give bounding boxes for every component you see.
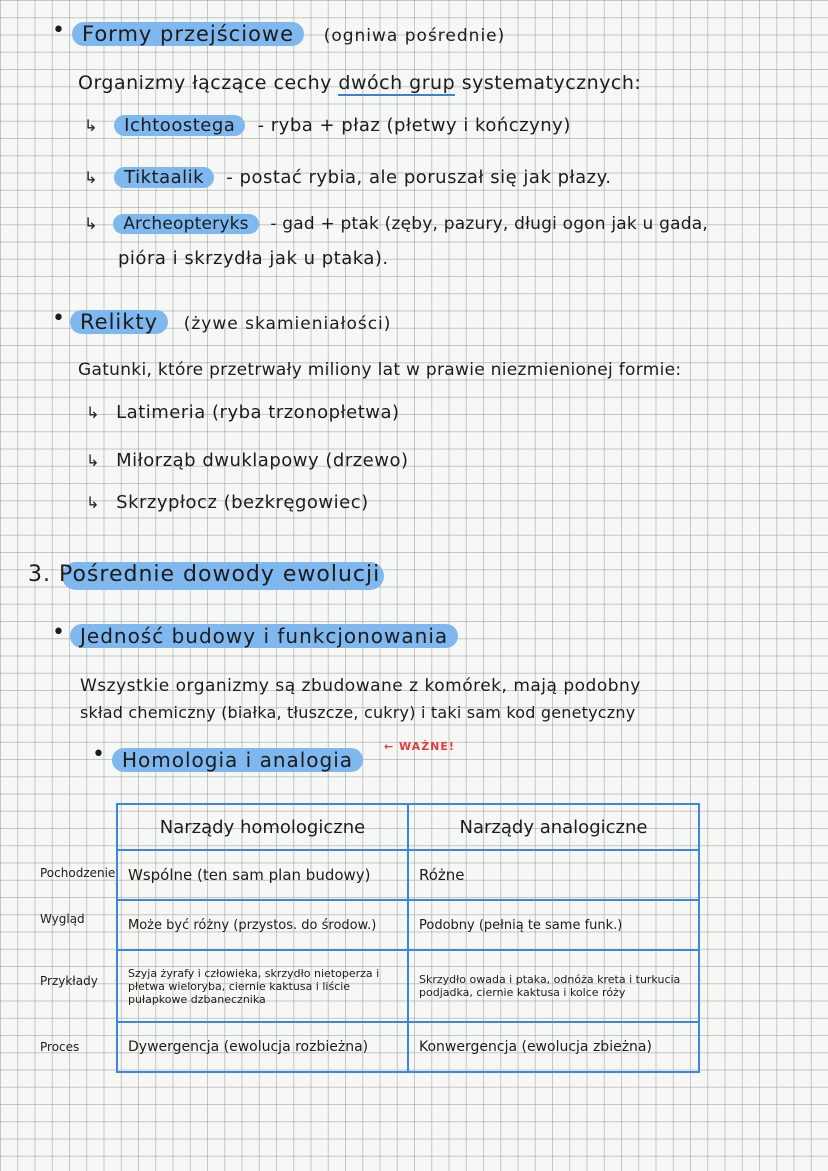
section-title-indirect: 3. Pośrednie dowody ewolucji bbox=[28, 562, 381, 587]
bullet: • bbox=[52, 18, 65, 43]
list-item bbox=[86, 492, 369, 513]
list-item-continued: pióra i skrzydła jak u ptaka). bbox=[118, 248, 389, 269]
arrow-icon: ↳ bbox=[86, 451, 100, 470]
highlight: Formy przejściowe bbox=[72, 22, 304, 46]
item-text: Skrzypłocz (bezkręgowiec) bbox=[116, 492, 369, 513]
table-header-row bbox=[117, 804, 699, 850]
intro-line bbox=[78, 72, 641, 94]
section-subtitle: (ogniwa pośrednie) bbox=[323, 26, 506, 46]
intro-text: Organizmy łączące cechy bbox=[78, 72, 332, 94]
table-header-cell: Narządy homologiczne bbox=[117, 804, 408, 850]
item-desc: - postać rybia, ale poruszał się jak płazy. bbox=[226, 167, 612, 188]
intro-text-end: systematycznych: bbox=[461, 72, 642, 94]
arrow-icon: ↳ bbox=[86, 493, 100, 512]
highlight: Ichtoostega bbox=[114, 115, 245, 136]
list-item bbox=[84, 214, 708, 234]
highlight: Homologia i analogia bbox=[112, 748, 363, 772]
unity-text-line: skład chemiczny (białka, tłuszcze, cukry) i taki sam kod genetyczny bbox=[80, 703, 636, 722]
bullet: • bbox=[92, 742, 105, 767]
arrow-icon: ↳ bbox=[84, 116, 98, 135]
table-row bbox=[117, 950, 699, 1022]
important-note: ← WAŻNE! bbox=[384, 740, 455, 753]
table-header-cell: Narządy analogiczne bbox=[408, 804, 699, 850]
arrow-icon: ↳ bbox=[86, 403, 100, 422]
table-cell: Dywergencja (ewolucja rozbieżna) bbox=[117, 1022, 408, 1072]
table-row bbox=[117, 1022, 699, 1072]
highlight: Jedność budowy i funkcjonowania bbox=[70, 624, 458, 648]
subsection-title-homology bbox=[112, 748, 363, 772]
item-desc: - gad + ptak (zęby, pazury, długi ogon jak u gada, bbox=[270, 214, 708, 234]
row-label: Proces bbox=[40, 1040, 80, 1054]
item-text: Miłorząb dwuklapowy (drzewo) bbox=[116, 450, 409, 471]
list-item bbox=[84, 115, 571, 136]
item-desc: - ryba + płaz (płetwy i kończyny) bbox=[257, 115, 571, 136]
unity-text-line: Wszystkie organizmy są zbudowane z komórek, mają podobny bbox=[80, 676, 641, 696]
list-item bbox=[86, 450, 409, 471]
intro-line: Gatunki, które przetrwały miliony lat w prawie niezmienionej formie: bbox=[78, 360, 682, 380]
section-title-transitional bbox=[72, 22, 505, 46]
bullet: • bbox=[52, 306, 65, 331]
table-cell: Szyja żyrafy i człowieka, skrzydło nietoperza i płetwa wieloryba, ciernie kaktusa i liście pułapkowe dzbanecznika bbox=[117, 950, 408, 1022]
section-title-relicts bbox=[70, 310, 391, 334]
highlight: Relikty bbox=[70, 310, 168, 334]
table-row bbox=[117, 900, 699, 950]
comparison-table bbox=[116, 803, 700, 1073]
table-cell: Konwergencja (ewolucja zbieżna) bbox=[408, 1022, 699, 1072]
subsection-title-unity bbox=[70, 624, 458, 648]
highlight: Tiktaalik bbox=[114, 167, 214, 188]
table-cell: Wspólne (ten sam plan budowy) bbox=[117, 850, 408, 900]
bullet: • bbox=[52, 620, 65, 645]
underlined-text: dwóch grup bbox=[338, 72, 456, 94]
table-row bbox=[117, 850, 699, 900]
table-cell: Może być różny (przystos. do środow.) bbox=[117, 900, 408, 950]
table-cell: Skrzydło owada i ptaka, odnóża kreta i turkucia podjadka, ciernie kaktusa i kolce róży bbox=[408, 950, 699, 1022]
row-label: Wygląd bbox=[40, 912, 85, 926]
item-text: Latimeria (ryba trzonopłetwa) bbox=[116, 402, 400, 423]
section-subtitle: (żywe skamieniałości) bbox=[183, 314, 392, 334]
arrow-icon: ↳ bbox=[84, 214, 98, 233]
list-item bbox=[86, 402, 400, 423]
highlight: Archeopteryks bbox=[113, 214, 259, 234]
table-cell: Różne bbox=[408, 850, 699, 900]
row-label: Przykłady bbox=[40, 974, 98, 988]
list-item bbox=[84, 167, 611, 188]
arrow-icon: ↳ bbox=[84, 168, 98, 187]
table-cell: Podobny (pełnią te same funk.) bbox=[408, 900, 699, 950]
row-label: Pochodzenie bbox=[40, 866, 116, 880]
